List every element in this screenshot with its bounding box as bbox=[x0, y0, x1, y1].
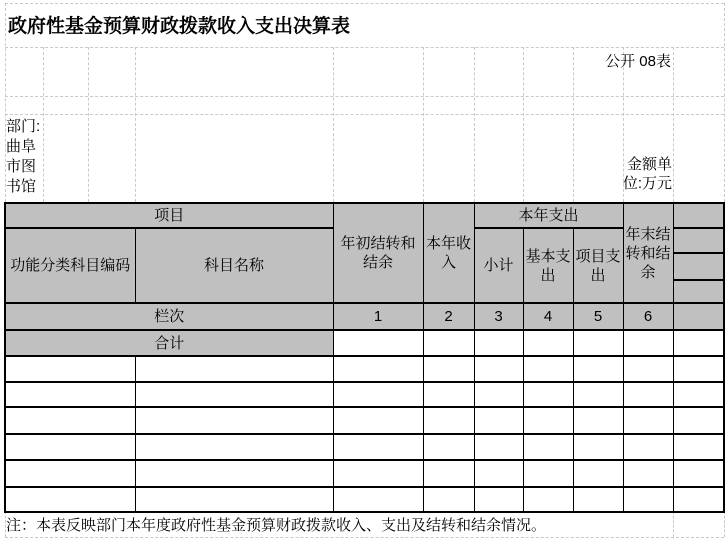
value-cell bbox=[623, 407, 673, 434]
gridline bbox=[573, 47, 574, 202]
extra-cell bbox=[673, 203, 724, 228]
header-cell-year-income: 本年收入 bbox=[423, 203, 474, 303]
value-cell bbox=[673, 434, 724, 460]
gridline bbox=[673, 47, 674, 202]
value-cell bbox=[623, 330, 673, 356]
value-cell bbox=[673, 330, 724, 356]
value-cell bbox=[135, 434, 333, 460]
value-cell bbox=[673, 382, 724, 407]
value-cell bbox=[474, 407, 523, 434]
value-cell bbox=[623, 460, 673, 487]
table-row bbox=[5, 356, 724, 382]
lane-number-cell: 3 bbox=[474, 303, 523, 330]
value-cell bbox=[673, 407, 724, 434]
table-row bbox=[5, 407, 724, 434]
extra-cell bbox=[673, 253, 724, 280]
value-cell bbox=[474, 487, 523, 512]
fund-budget-table bbox=[4, 202, 725, 513]
value-cell bbox=[573, 330, 623, 356]
value-cell bbox=[623, 434, 673, 460]
value-cell bbox=[523, 407, 573, 434]
value-cell bbox=[5, 434, 135, 460]
value-cell bbox=[333, 460, 423, 487]
value-cell bbox=[135, 487, 333, 512]
lane-number-cell: 2 bbox=[423, 303, 474, 330]
extra-cell bbox=[673, 280, 724, 303]
value-cell bbox=[623, 487, 673, 512]
value-cell bbox=[423, 330, 474, 356]
value-cell bbox=[333, 330, 423, 356]
table-row bbox=[5, 460, 724, 487]
gridline bbox=[5, 114, 724, 115]
table-row bbox=[5, 487, 724, 512]
value-cell bbox=[423, 382, 474, 407]
value-cell bbox=[474, 434, 523, 460]
form-code-label: 公开 08表 bbox=[605, 53, 671, 70]
value-cell bbox=[474, 460, 523, 487]
value-cell bbox=[523, 460, 573, 487]
lane-row bbox=[5, 303, 724, 330]
value-cell bbox=[474, 356, 523, 382]
value-cell bbox=[423, 460, 474, 487]
value-cell bbox=[573, 382, 623, 407]
value-cell bbox=[423, 487, 474, 512]
gridline bbox=[724, 3, 725, 202]
value-cell bbox=[5, 407, 135, 434]
value-cell bbox=[474, 382, 523, 407]
value-cell bbox=[333, 434, 423, 460]
total-row bbox=[5, 330, 724, 356]
value-cell bbox=[573, 434, 623, 460]
value-cell bbox=[573, 356, 623, 382]
value-cell bbox=[135, 356, 333, 382]
gridline bbox=[135, 47, 136, 202]
header-cell-basic-expense: 基本支出 bbox=[523, 228, 573, 303]
extra-cell bbox=[673, 303, 724, 330]
value-cell bbox=[573, 460, 623, 487]
lane-number-cell: 1 bbox=[333, 303, 423, 330]
value-cell bbox=[333, 356, 423, 382]
value-cell bbox=[135, 382, 333, 407]
value-cell bbox=[423, 356, 474, 382]
value-cell bbox=[5, 382, 135, 407]
department-label: 部门:曲阜市图书馆 bbox=[6, 118, 41, 195]
header-cell-function-code: 功能分类科目编码 bbox=[5, 228, 135, 303]
header-cell-subtotal: 小计 bbox=[474, 228, 523, 303]
value-cell bbox=[474, 330, 523, 356]
gridline bbox=[423, 47, 424, 202]
gridline bbox=[5, 3, 724, 4]
gridline bbox=[88, 47, 89, 202]
lane-number-cell: 6 bbox=[623, 303, 673, 330]
value-cell bbox=[523, 330, 573, 356]
lane-label-cell: 栏次 bbox=[5, 303, 333, 330]
gridline bbox=[5, 47, 724, 48]
gridline bbox=[724, 511, 725, 537]
value-cell bbox=[673, 356, 724, 382]
header-cell-subject-name: 科目名称 bbox=[135, 228, 333, 303]
value-cell bbox=[333, 382, 423, 407]
value-cell bbox=[673, 460, 724, 487]
gridline bbox=[673, 511, 674, 537]
gridline bbox=[5, 96, 724, 97]
gridline bbox=[474, 47, 475, 202]
footnote: 注：本表反映部门本年度政府性基金预算财政拨款收入、支出及结转和结余情况。 bbox=[6, 517, 547, 534]
amount-unit-label: 金额单位:万元 bbox=[622, 156, 672, 192]
value-cell bbox=[573, 487, 623, 512]
value-cell bbox=[5, 487, 135, 512]
value-cell bbox=[523, 382, 573, 407]
page-title: 政府性基金预算财政拨款收入支出决算表 bbox=[8, 16, 351, 37]
value-cell bbox=[523, 356, 573, 382]
lane-number-cell: 4 bbox=[523, 303, 573, 330]
header-cell-item: 项目 bbox=[5, 203, 333, 228]
value-cell bbox=[5, 356, 135, 382]
gridline bbox=[523, 47, 524, 202]
value-cell bbox=[573, 407, 623, 434]
header-cell-project-expense: 项目支出 bbox=[573, 228, 623, 303]
table-row bbox=[5, 434, 724, 460]
total-label-cell: 合计 bbox=[5, 330, 333, 356]
gridline bbox=[5, 537, 724, 538]
value-cell bbox=[623, 356, 673, 382]
value-cell bbox=[423, 434, 474, 460]
table-row bbox=[5, 203, 724, 228]
value-cell bbox=[623, 382, 673, 407]
value-cell bbox=[5, 460, 135, 487]
gridline bbox=[333, 47, 334, 202]
value-cell bbox=[135, 460, 333, 487]
value-cell bbox=[333, 487, 423, 512]
extra-cell bbox=[673, 228, 724, 253]
value-cell bbox=[423, 407, 474, 434]
lane-number-cell: 5 bbox=[573, 303, 623, 330]
value-cell bbox=[523, 487, 573, 512]
value-cell bbox=[523, 434, 573, 460]
header-cell-end-balance: 年末结转和结余 bbox=[623, 203, 673, 303]
value-cell bbox=[673, 487, 724, 512]
header-cell-begin-balance: 年初结转和结余 bbox=[333, 203, 423, 303]
header-cell-year-expense: 本年支出 bbox=[474, 203, 623, 228]
table-row bbox=[5, 382, 724, 407]
value-cell bbox=[333, 407, 423, 434]
value-cell bbox=[135, 407, 333, 434]
